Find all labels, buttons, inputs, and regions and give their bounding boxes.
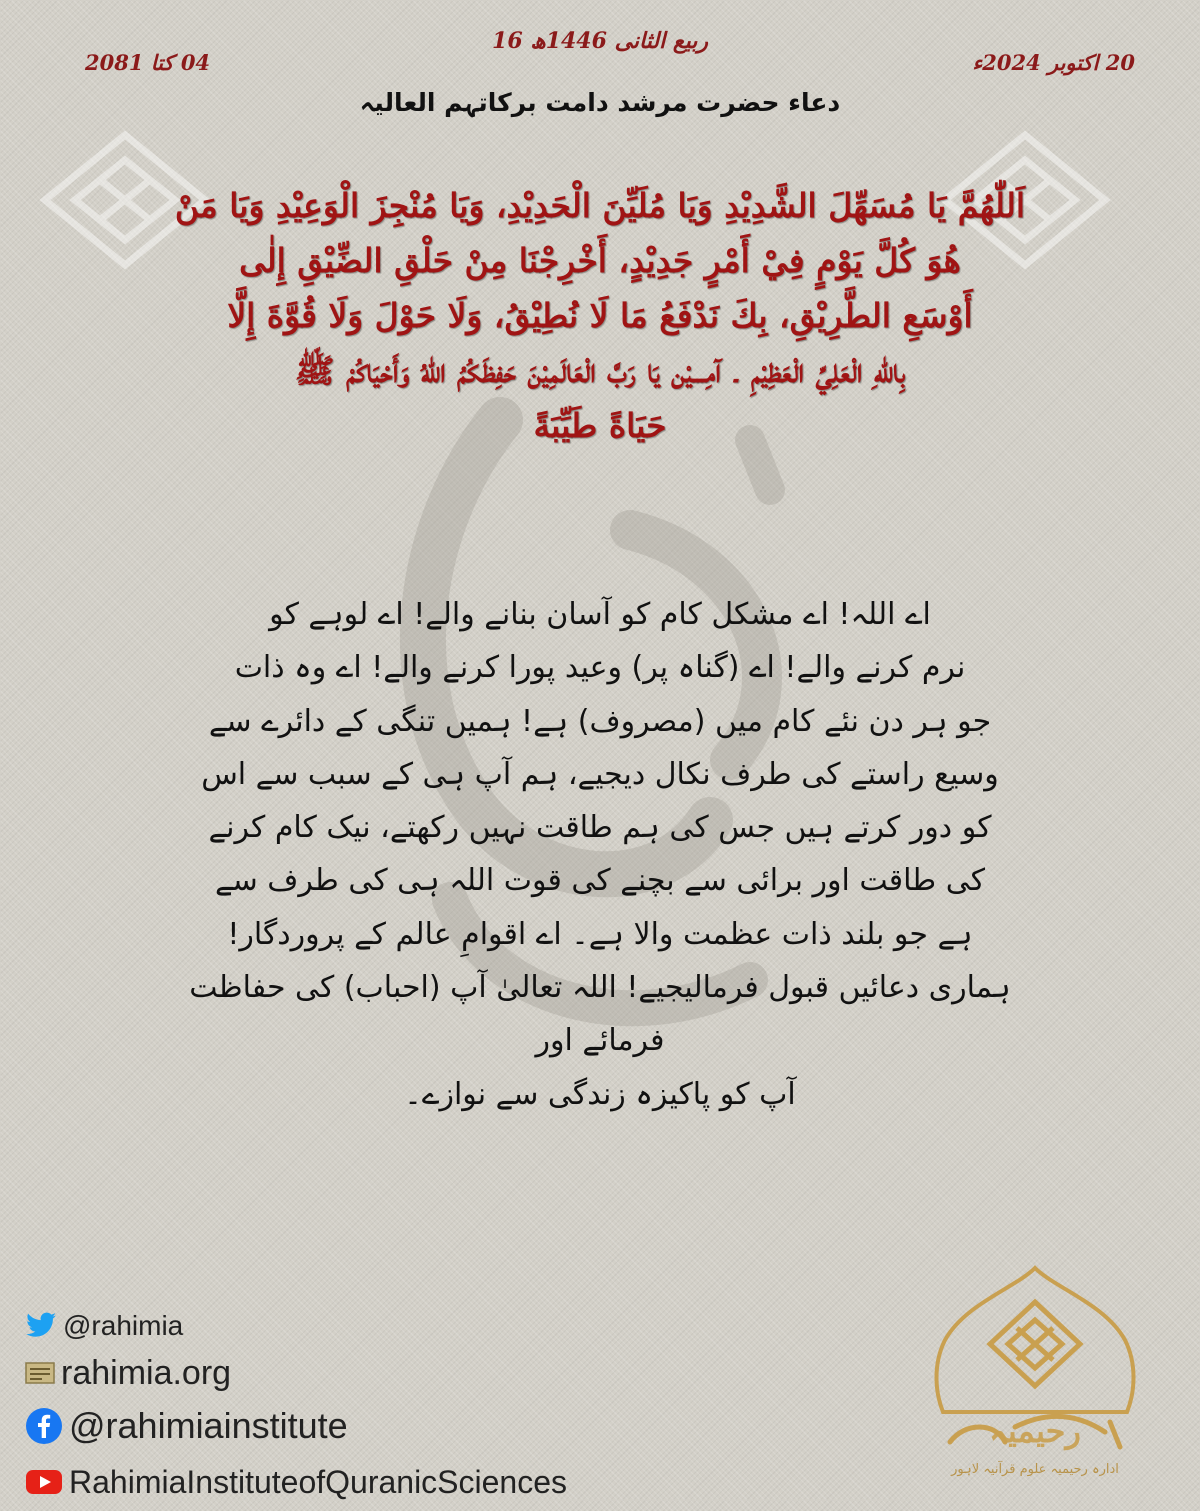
logo-emblem [905,1262,1165,1492]
logo-subtitle: ادارہ رحیمیہ علوم قرآنیہ لاہور [951,1462,1119,1477]
urdu-line: جو ہر دن نئے کام میں (مصروف) ہے! ہمیں تنگی کے دائرے سے [208,703,992,739]
facebook-icon [25,1407,63,1445]
serial-number: 04 کتا 2081 [85,50,211,75]
urdu-line: کو دور کرتے ہیں جس کی ہم طاقت نہیں رکھتے، نیک کام کرنے [208,810,992,846]
urdu-line: ہے جو بلند ذات عظمت والا ہے۔ اے اقوامِ عالم کے پروردگار! [227,916,973,952]
arabic-line: اَللّٰهُمَّ يَا مُسَهِّلَ الشَّدِيْدِ وَيَا مُلَيِّنَ الْحَدِيْدِ، وَيَا مُنْجِزَ الْوَعِيْدِ وَيَا مَنْ [174,186,1026,225]
youtube-link[interactable] [25,1453,567,1511]
arabic-line: هُوَ كُلَّ يَوْمٍ فِيْ أَمْرٍ جَدِيْدٍ، أَخْرِجْنَا مِنْ حَلْقِ الضِّيْقِ إِلٰى [239,241,961,280]
arabic-line: حَيَاةً طَيِّبَةً [533,406,667,445]
web-icon [25,1360,55,1386]
urdu-translation [175,588,1025,1121]
logo-name: رحیمیہ [989,1412,1081,1450]
gregorian-date: 20 اکتوبر 2024ء [972,50,1135,75]
twitter-link[interactable] [25,1305,567,1347]
urdu-line: ہماری دعائیں قبول فرمالیجیے! اللہ تعالیٰ آپ (احباب) کی حفاظت فرمائے اور [189,970,1011,1059]
website-url: rahimia.org [61,1353,232,1392]
urdu-line: اے اللہ! اے مشکل کام کو آسان بنانے والے! اے لوہے کو [269,597,931,632]
facebook-handle: @rahimiainstitute [69,1405,348,1446]
hijri-date: 16 ربیع الثانی 1446ھ [492,28,708,54]
arabic-dua [85,178,1115,453]
urdu-line: آپ کو پاکیزہ زندگی سے نوازے۔ [404,1076,796,1112]
urdu-line: کی طاقت اور برائی سے بچنے کی قوت اللہ ہی کی طرف سے [215,863,985,899]
website-link[interactable] [25,1347,567,1399]
arabic-line: أَوْسَعِ الطَّرِيْقِ، بِكَ نَدْفَعُ مَا لَا نُطِيْقُ، وَلَا حَوْلَ وَلَا قُوَّةَ إِلَّا [227,296,973,335]
arabic-line: بِاللّٰهِ الْعَلِيِّ الْعَظِيْمِ ۔ آمِـــيْن يَا رَبَّ الْعَالَمِيْنَ حَفِظَكُمُ اللّٰهُ وَأَحْيَاكُمْ ﷺ [294,351,906,390]
youtube-channel: RahimiaInstituteofQuranicSciences [69,1463,568,1500]
youtube-icon [25,1468,63,1496]
urdu-line: وسیع راستے کی طرف نکال دیجیے، ہم آپ ہی کے سبب سے اس [201,756,999,792]
rahimia-logo [905,1262,1165,1492]
social-links [25,1305,567,1511]
twitter-icon [25,1312,57,1340]
page-title: دعاء حضرت مرشد دامت برکاتہم العالیہ [359,88,841,117]
twitter-handle: @rahimia [63,1310,184,1341]
urdu-line: نرم کرنے والے! اے (گناہ پر) وعید پورا کرنے والے! اے وہ ذات [234,650,966,686]
facebook-link[interactable] [25,1399,567,1453]
